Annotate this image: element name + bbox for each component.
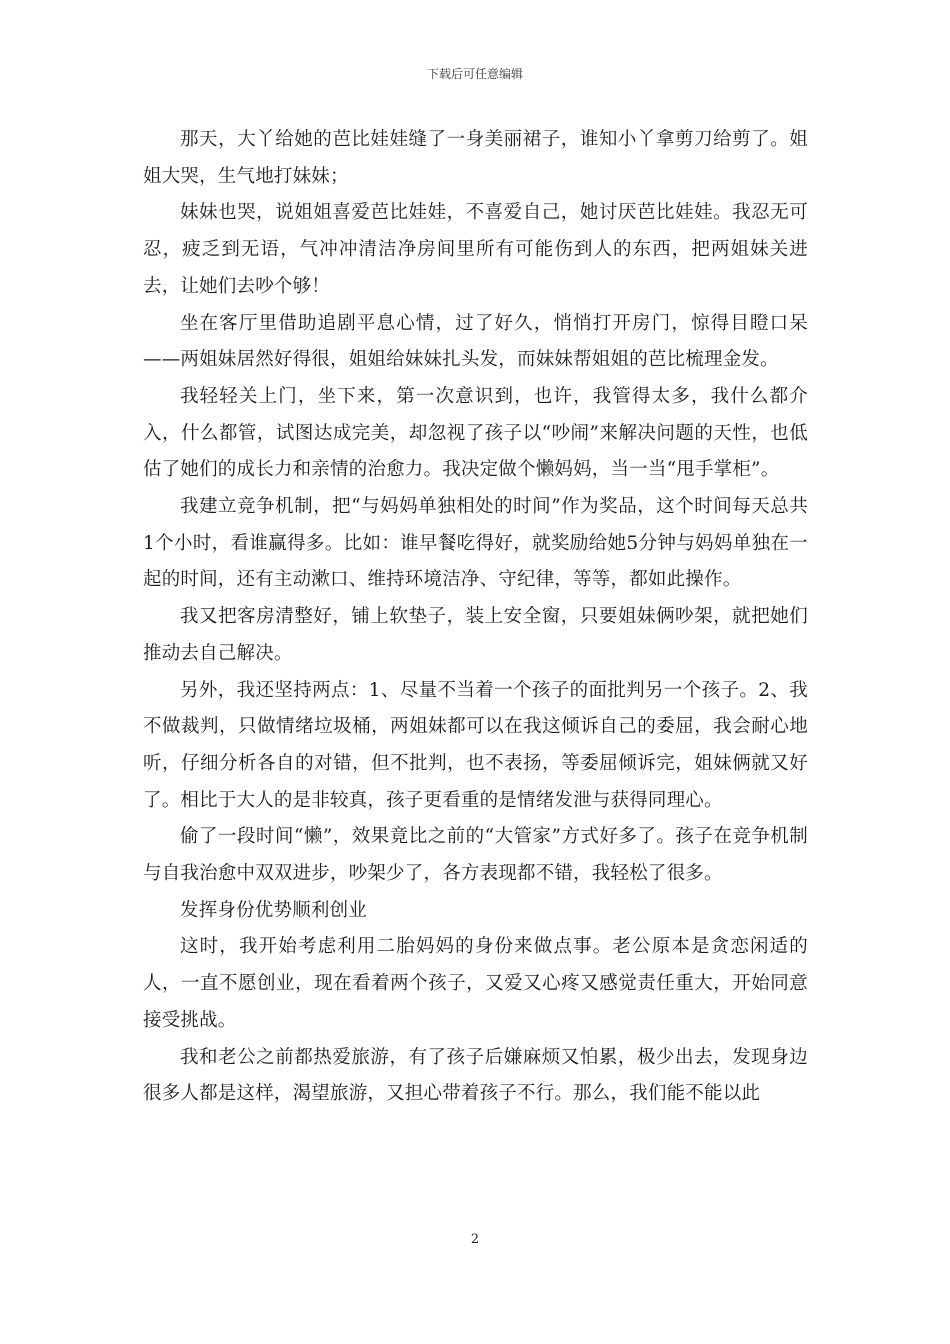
paragraph: 这时，我开始考虑利用二胎妈妈的身份来做点事。老公原本是贪恋闲适的人，一直不愿创业，现在看着两个孩子，又爱又心疼又感觉责任重大，开始同意接受挑战。 [143, 936, 808, 1031]
paragraph: 我和老公之前都热爱旅游，有了孩子后嫌麻烦又怕累，极少出去，发现身边很多人都是这样，渴望旅游，又担心带着孩子不行。那么，我们能不能以此 [143, 1046, 808, 1105]
document-body [143, 122, 808, 1113]
paragraph: 我又把客房清整好，铺上软垫子，装上安全窗，只要姐妹俩吵架，就把她们推动去自己解决。 [143, 606, 808, 664]
section-heading: 发挥身份优势顺利创业 [180, 899, 368, 921]
paragraph: 另外，我还坚持两点：1、尽量不当着一个孩子的面批判另一个孩子。2、我不做裁判，只做情绪垃圾桶，两姐妹都可以在我这倾诉自己的委屈，我会耐心地听，仔细分析各自的对错，但不批判，也不表扬，等委屈倾诉完，姐妹俩就又好了。相比于大人的是非较真，孩子更看重的是情绪发泄与获得同理心。 [143, 679, 808, 811]
paragraph: 那天，大丫给她的芭比娃娃缝了一身美丽裙子，谁知小丫拿剪刀给剪了。姐姐大哭，生气地打妹妹； [143, 129, 808, 187]
paragraph: 妹妹也哭，说姐姐喜爱芭比娃娃，不喜爱自己，她讨厌芭比娃娃。我忍无可忍，疲乏到无语，气冲冲清洁净房间里所有可能伤到人的东西，把两姐妹关进去，让她们去吵个够！ [143, 202, 808, 297]
paragraph: 偷了一段时间“懒”，效果竟比之前的“大管家”方式好多了。孩子在竞争机制与自我治愈中双双进步，吵架少了，各方表现都不错，我轻松了很多。 [143, 826, 808, 885]
paragraph: 我建立竞争机制，把“与妈妈单独相处的时间”作为奖品，这个时间每天总共1个小时，看谁赢得多。比如：谁早餐吃得好，就奖励给她5分钟与妈妈单独在一起的时间，还有主动漱口、维持环境洁净、守纪律，等等，都如此操作。 [143, 496, 808, 591]
paragraph: 我轻轻关上门，坐下来，第一次意识到，也许，我管得太多，我什么都介入，什么都管，试图达成完美，却忽视了孩子以“吵闹”来解决问题的天性，也低估了她们的成长力和亲情的治愈力。我决定做个懒妈妈，当一当“甩手掌柜”。 [143, 385, 808, 481]
page-number: 2 [470, 1232, 480, 1247]
paragraph: 坐在客厅里借助追剧平息心情，过了好久，悄悄打开房门，惊得目瞪口呆——两姐妹居然好得很，姐姐给妹妹扎头发，而妹妹帮姐姐的芭比梳理金发。 [143, 312, 808, 371]
page-header: 下载后可任意编辑 [426, 67, 523, 81]
